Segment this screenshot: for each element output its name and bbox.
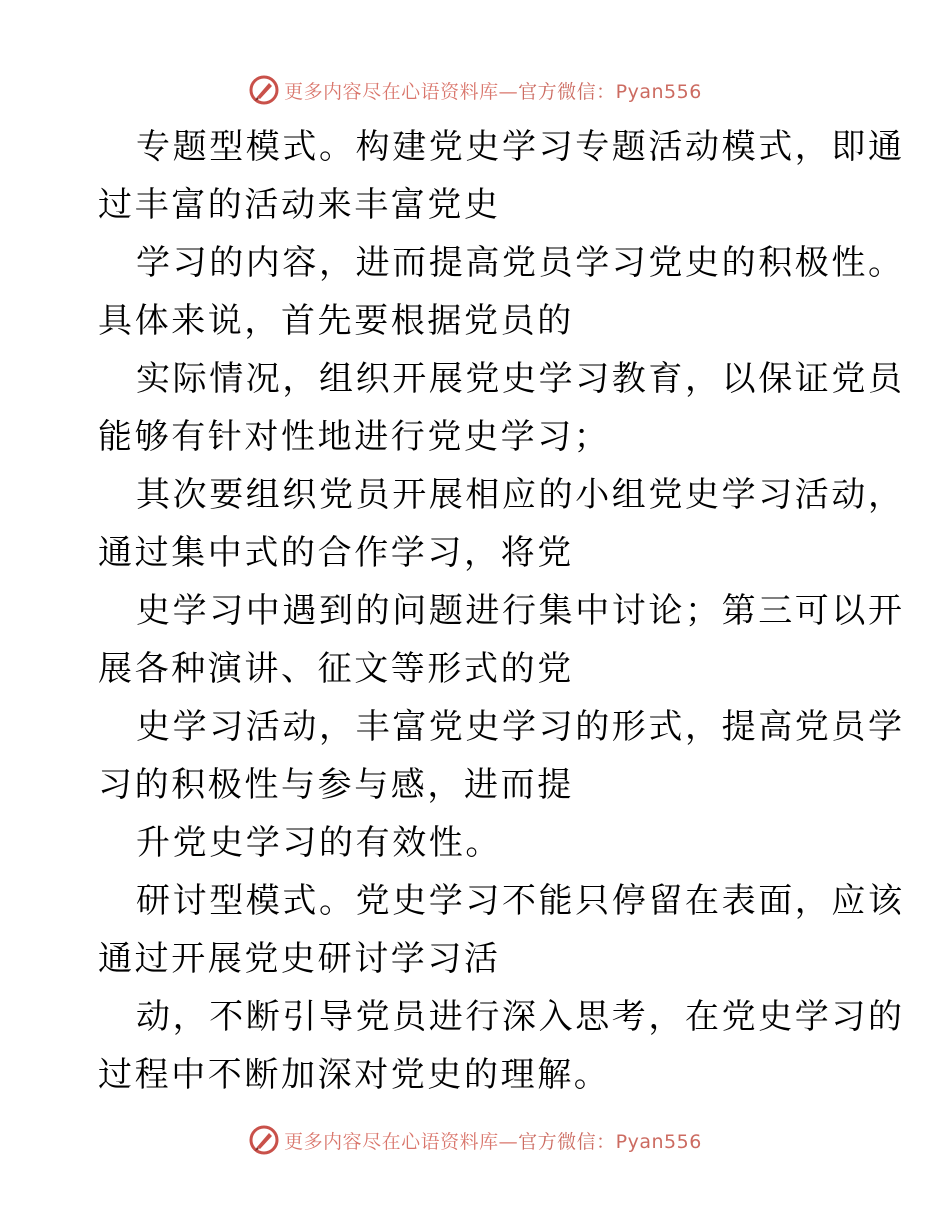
paragraph-line: 通过集中式的合作学习，将党 — [98, 533, 574, 573]
paragraph-line: 习的积极性与参与感，进而提 — [98, 765, 574, 805]
paragraph-line: 能够有针对性地进行党史学习； — [98, 417, 611, 457]
footer-watermark — [0, 1123, 950, 1157]
pen-circle-logo-icon — [248, 1124, 280, 1156]
watermark-main-text: 更多内容尽在心语资料库 — [284, 1130, 499, 1153]
paragraph-line: 研讨型模式。党史学习不能只停留在表面，应该 — [136, 881, 905, 921]
paragraph-line: 学习的内容，进而提高党员学习党史的积极性。 — [136, 243, 905, 283]
watermark-main-text: 更多内容尽在心语资料库 — [284, 80, 499, 103]
watermark-wechat-text: 官方微信：Pyan556 — [518, 80, 702, 103]
watermark-separator: — — [498, 1130, 519, 1153]
paragraph-line: 通过开展党史研讨学习活 — [98, 939, 501, 979]
paragraph-line: 动，不断引导党员进行深入思考，在党史学习的 — [136, 997, 905, 1037]
paragraph-line: 实际情况，组织开展党史学习教育，以保证党员 — [136, 359, 905, 399]
paragraph-line: 升党史学习的有效性。 — [136, 823, 502, 863]
document-body — [98, 118, 905, 1104]
paragraph-line: 过程中不断加深对党史的理解。 — [98, 1055, 611, 1095]
paragraph-line: 史学习中遇到的问题进行集中讨论；第三可以开 — [136, 591, 905, 631]
paragraph-line: 具体来说，首先要根据党员的 — [98, 301, 574, 341]
paragraph-line: 史学习活动，丰富党史学习的形式，提高党员学 — [136, 707, 905, 747]
watermark-wechat-text: 官方微信：Pyan556 — [518, 1130, 702, 1153]
paragraph-line: 展各种演讲、征文等形式的党 — [98, 649, 574, 689]
paragraph-line: 过丰富的活动来丰富党史 — [98, 185, 501, 225]
pen-circle-logo-icon — [248, 74, 280, 106]
watermark-text — [284, 77, 702, 104]
watermark-text — [284, 1127, 702, 1154]
header-watermark — [0, 73, 950, 107]
paragraph-line: 专题型模式。构建党史学习专题活动模式，即通 — [136, 127, 905, 167]
paragraph-line: 其次要组织党员开展相应的小组党史学习活动， — [136, 475, 905, 515]
watermark-separator: — — [498, 80, 519, 103]
